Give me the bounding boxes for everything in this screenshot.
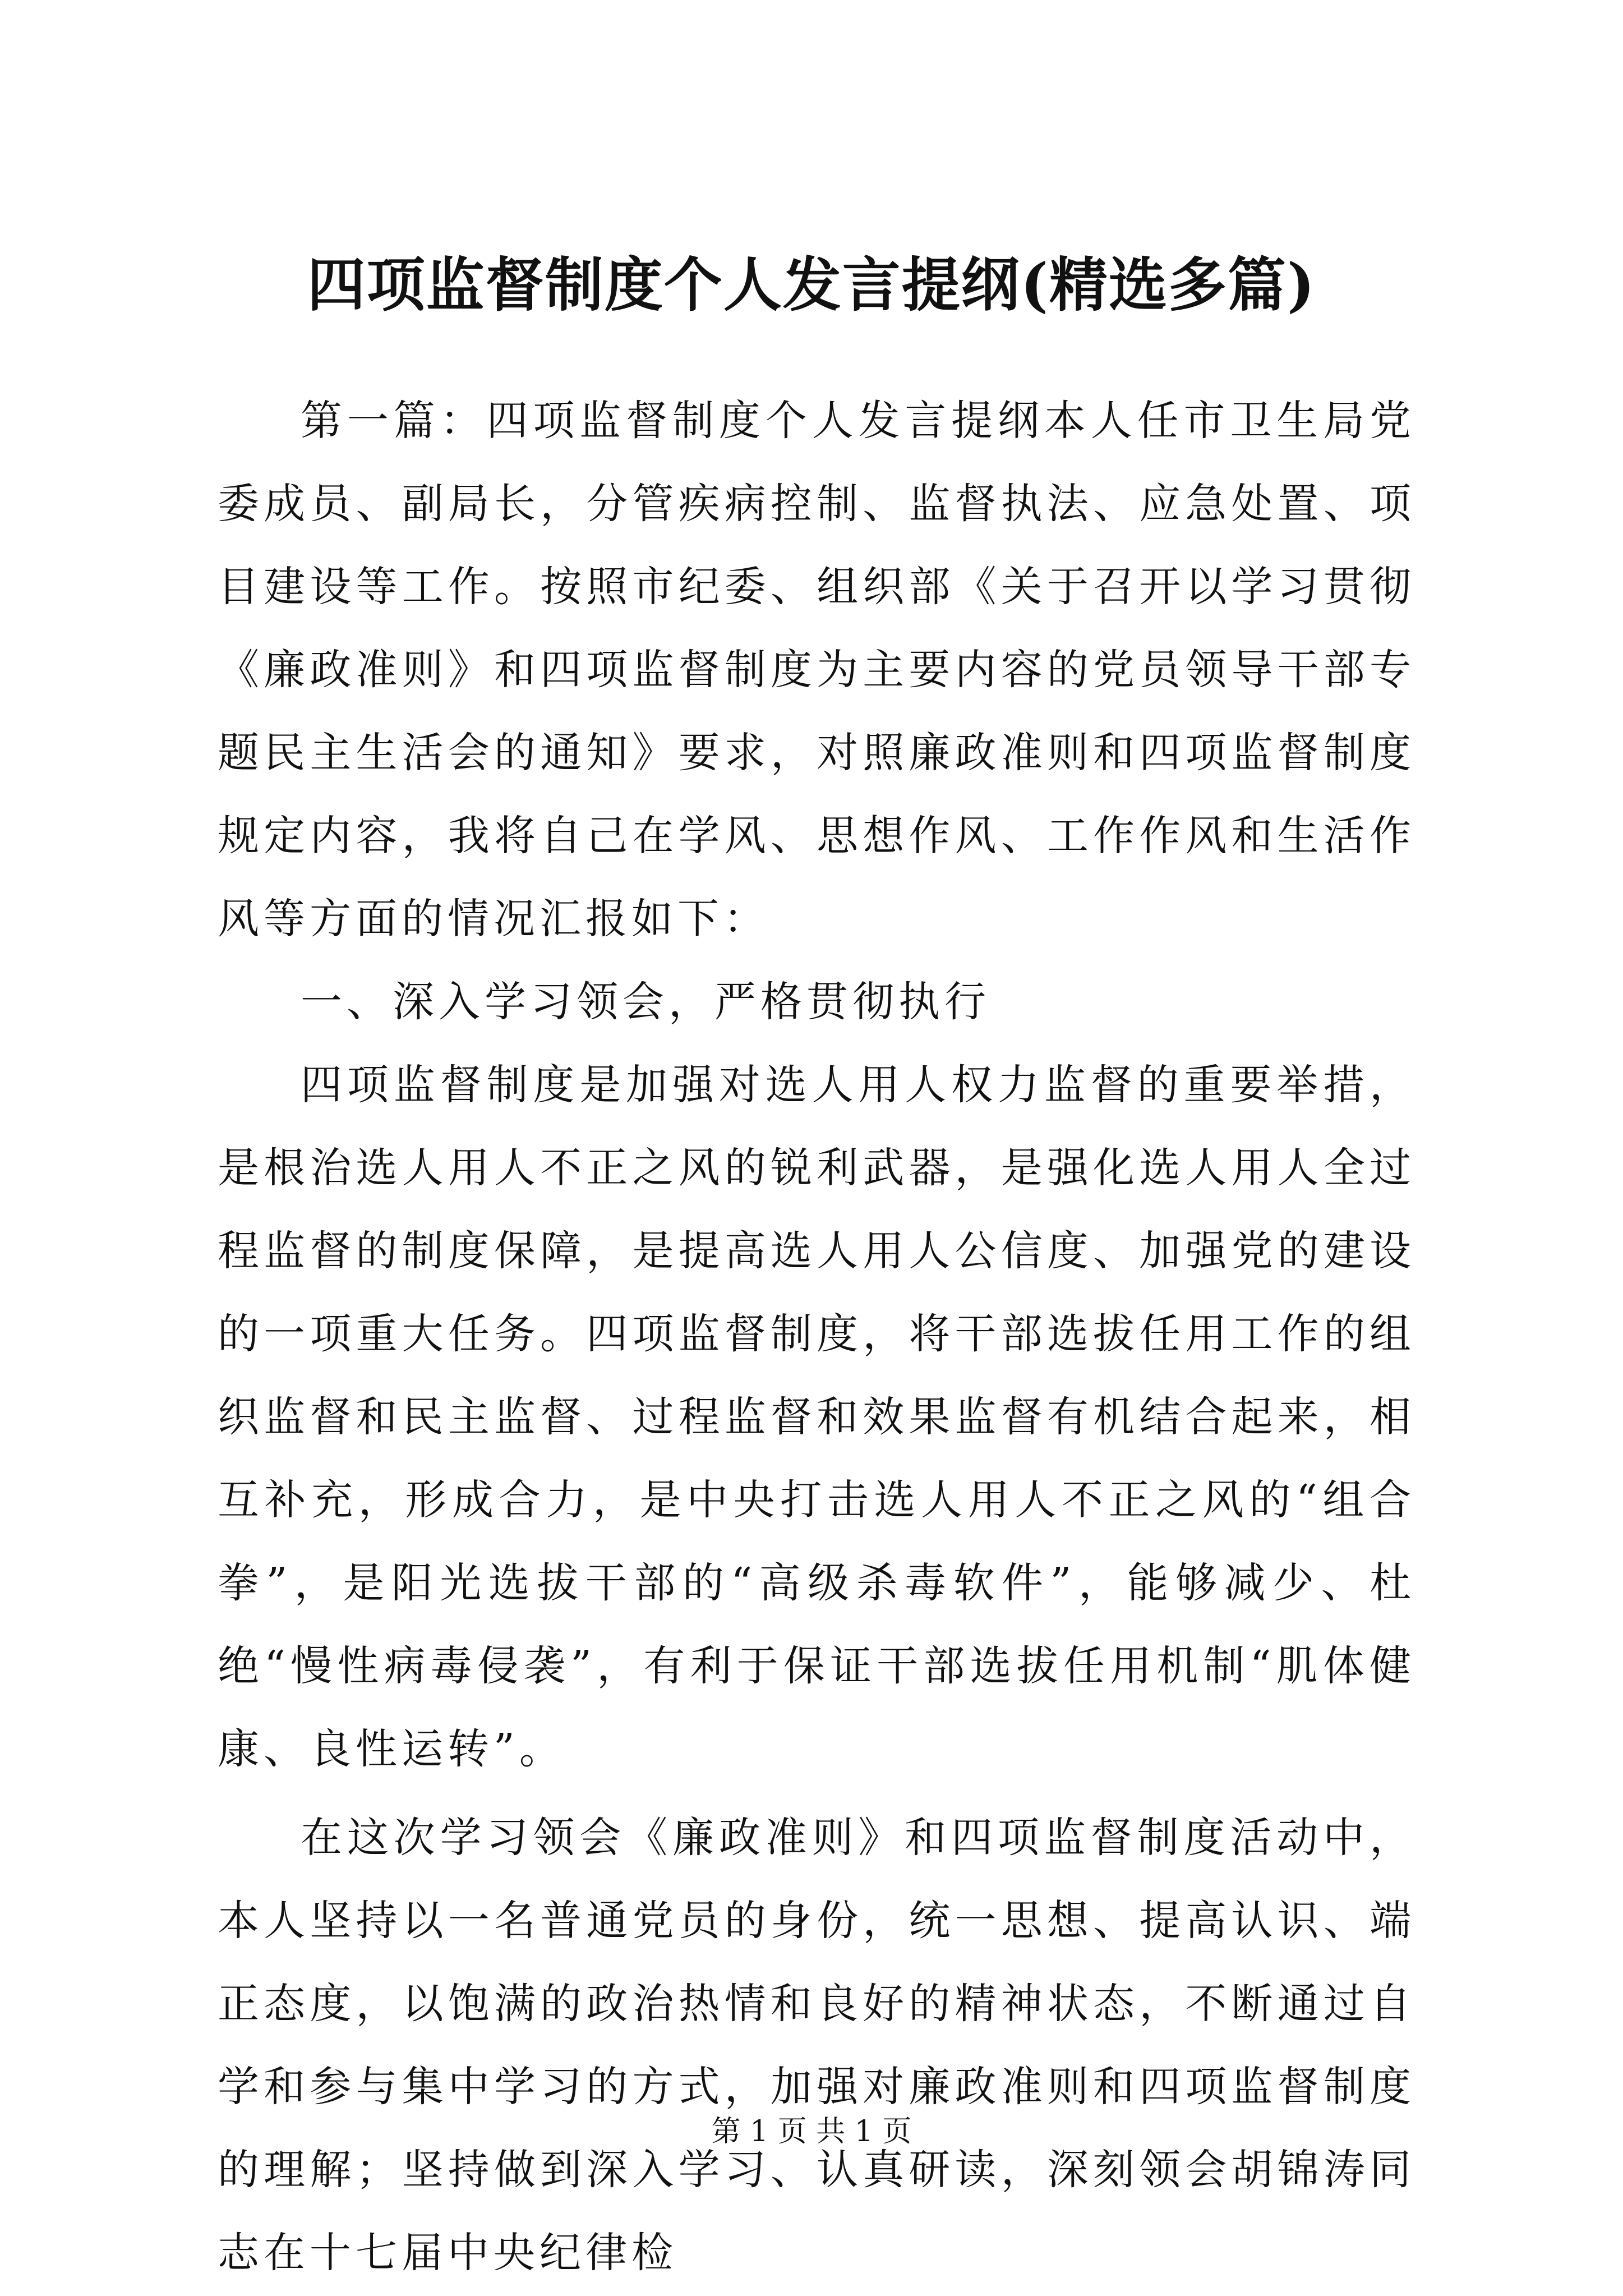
document-body bbox=[218, 379, 1415, 2294]
page-footer: 第 1 页 共 1 页 bbox=[711, 2115, 912, 2148]
section-heading: 一、深入学习领会，严格贯彻执行 bbox=[301, 978, 990, 1026]
paragraph-intro: 第一篇：四项监督制度个人发言提纲本人任市卫生局党委成员、副局长，分管疾病控制、监督执法、应急处置、项目建设等工作。按照市纪委、组织部《关于召开以学习贯彻《廉政准则》和四项监督制度为主要内容的党员领导干部专题民主生活会的通知》要求，对照廉政准则和四项监督制度规定内容，我将自己在学风、思想作风、工作作风和生活作风等方面的情况汇报如下： bbox=[218, 397, 1415, 943]
paragraph-supervision: 四项监督制度是加强对选人用人权力监督的重要举措，是根治选人用人不正之风的锐利武器，是强化选人用人全过程监督的制度保障，是提高选人用人公信度、加强党的建设的一项重大任务。四项监督制度，将干部选拔任用工作的组织监督和民主监督、过程监督和效果监督有机结合起来，相互补充，形成合力，是中央打击选人用人不正之风的“组合拳”，是阳光选拔干部的“高级杀毒软件”，能够减少、杜绝“慢性病毒侵袭”，有利于保证干部选拔任用机制“肌体健康、良性运转”。 bbox=[218, 1061, 1415, 1773]
paragraph-study: 在这次学习领会《廉政准则》和四项监督制度活动中，本人坚持以一名普通党员的身份，统一思想、提高认识、端正态度，以饱满的政治热情和良好的精神状态，不断通过自学和参与集中学习的方式，加强对廉政准则和四项监督制度的理解；坚持做到深入学习、认真研读，深刻领会胡锦涛同志在十七届中央纪律检 bbox=[218, 1814, 1415, 2277]
document-title: 四项监督制度个人发言提纲(精选多篇) bbox=[307, 250, 1316, 319]
